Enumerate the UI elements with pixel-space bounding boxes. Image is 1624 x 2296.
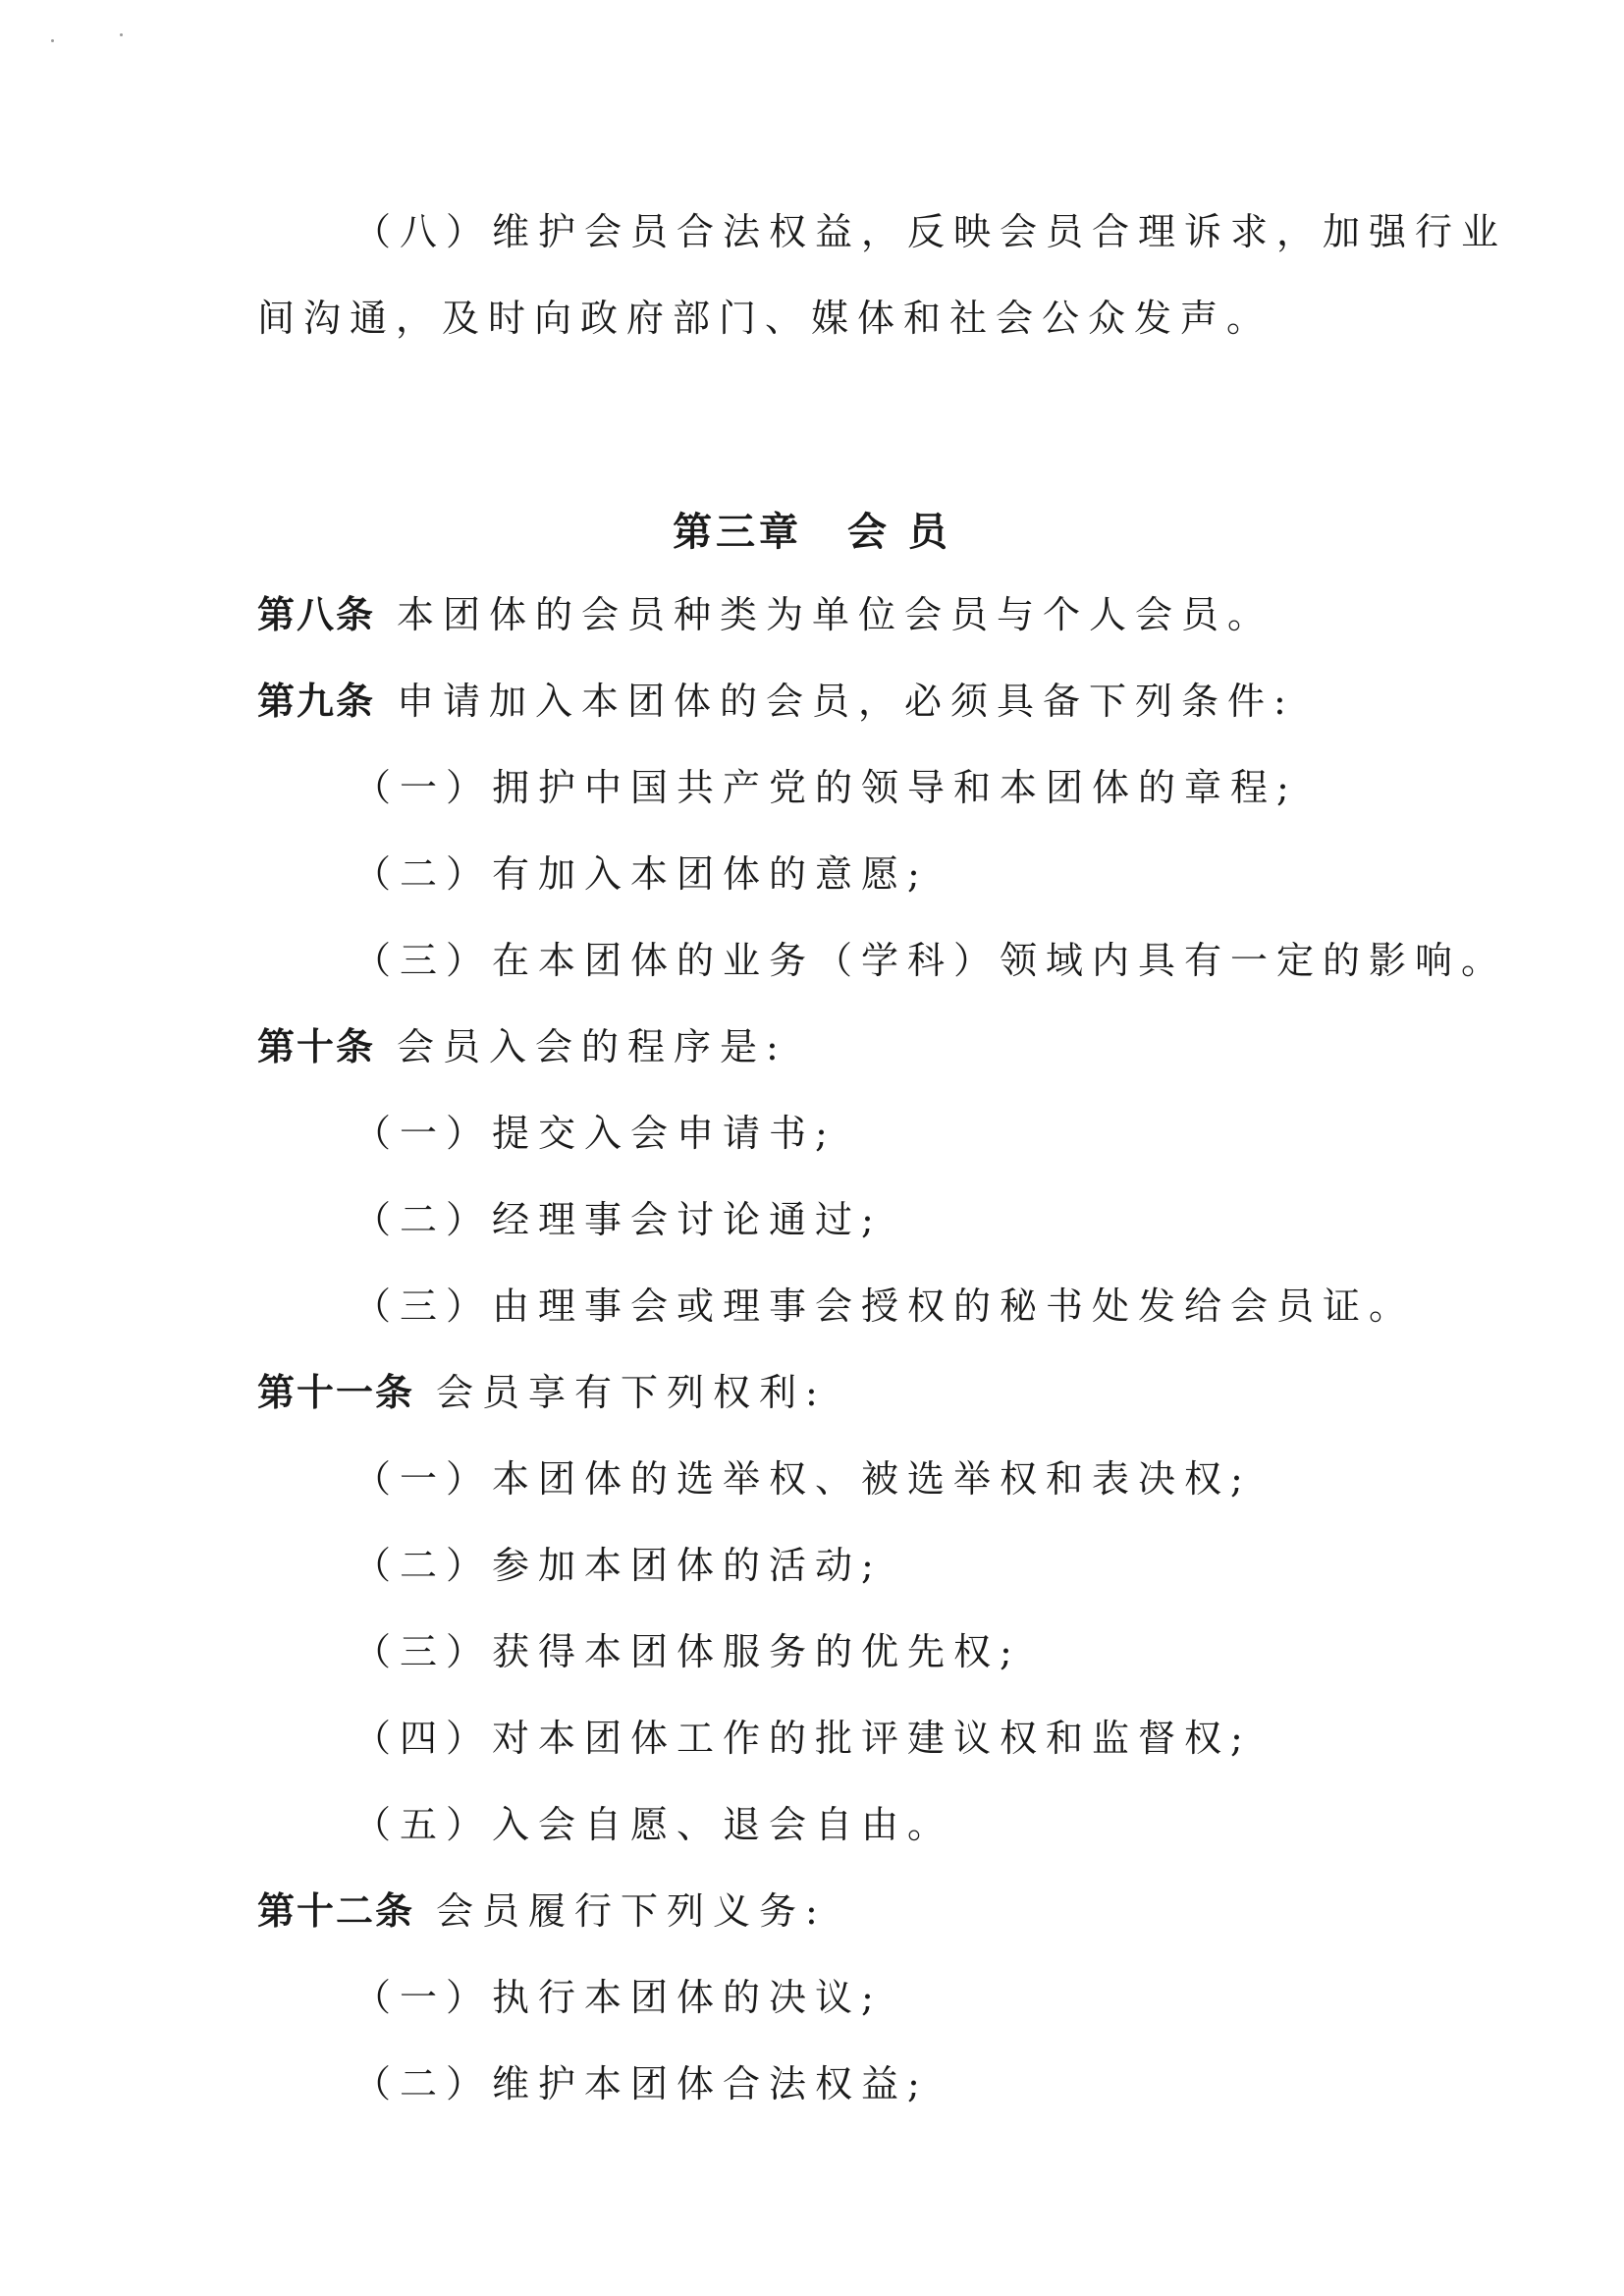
list-item: （五）入会自愿、退会自由。 [353,1803,954,1846]
list-item: （一）本团体的选举权、被选举权和表决权; [353,1457,1252,1501]
article-12 [257,1886,827,1937]
article-text: 申请加入本团体的会员，必须具备下列条件: [397,680,1295,723]
list-item: （三）由理事会或理事会授权的秘书处发给会员证。 [353,1285,1416,1328]
article-8 [257,589,1273,640]
list-item: （一）执行本团体的决议; [353,1976,883,2019]
scan-speck [120,33,123,36]
chapter-heading [0,501,1624,557]
article-11 [257,1367,827,1418]
list-item: （一）拥护中国共产党的领导和本团体的章程; [353,766,1298,809]
article-label: 第十二条 [257,1889,415,1933]
article-label: 第八条 [257,593,376,636]
article-text: 本团体的会员种类为单位会员与个人会员。 [397,593,1274,636]
list-item: （三）在本团体的业务（学科）领域内具有一定的影响。 [353,939,1508,982]
chapter-number: 第三章 [673,510,803,555]
paragraph-line: 间沟通，及时向政府部门、媒体和社会公众发声。 [257,297,1273,340]
list-item: （二）有加入本团体的意愿; [353,852,929,896]
scan-speck [51,39,54,42]
article-text: 会员履行下列义务: [436,1889,827,1933]
list-item: （四）对本团体工作的批评建议权和监督权; [353,1717,1252,1760]
article-label: 第十条 [257,1025,376,1068]
article-9 [257,676,1295,727]
list-item: （三）获得本团体服务的优先权; [353,1630,1021,1673]
list-item: （二）经理事会讨论通过; [353,1198,883,1241]
article-text: 会员入会的程序是: [397,1025,787,1068]
list-item: （二）维护本团体合法权益; [353,2062,929,2105]
chapter-name: 会 员 [847,510,951,555]
article-label: 第十一条 [257,1371,415,1414]
list-item: （一）提交入会申请书; [353,1112,837,1155]
article-label: 第九条 [257,680,376,723]
article-10 [257,1021,787,1072]
paragraph-line: （八）维护会员合法权益，反映会员合理诉求，加强行业 [353,210,1508,253]
list-item: （二）参加本团体的活动; [353,1544,883,1587]
article-text: 会员享有下列权利: [436,1371,827,1414]
